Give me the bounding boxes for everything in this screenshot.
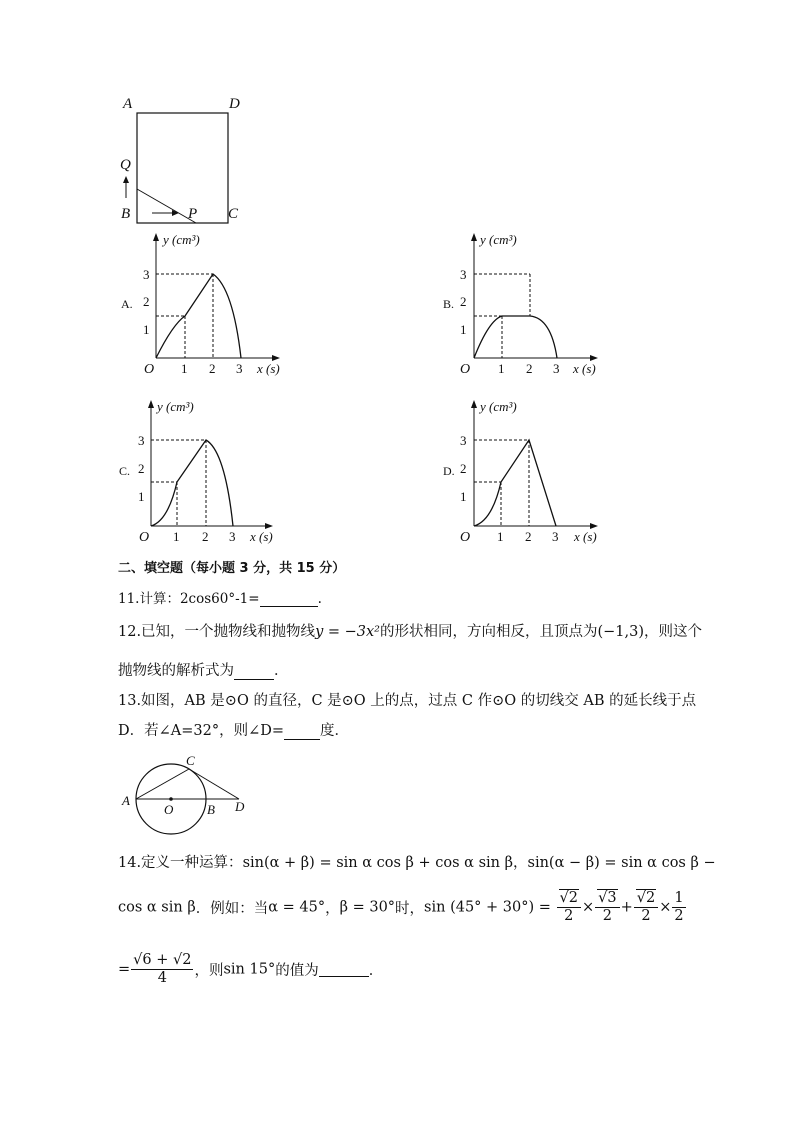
xtick-3: 3 [229,529,236,544]
x-axis-label: x (s) [257,361,280,376]
origin-label: O [460,530,471,545]
xtick-2: 2 [525,529,532,544]
xtick-2: 2 [526,361,533,376]
graph-option-b [433,228,613,383]
label-d: D [235,799,245,814]
question-11 [118,587,322,607]
x-axis-label: x (s) [573,361,596,376]
circle-figure [115,752,265,822]
ytick-1: 1 [460,489,467,504]
ytick-2: 2 [460,461,467,476]
q14-value-of: 的值为 [275,963,319,979]
question-14-line2 [118,890,687,925]
q12-text-c: ，则这个 [644,624,703,640]
q12-expr: y = −3x² [315,624,380,640]
question-13-line2 [118,719,349,740]
label-p: P [188,206,198,222]
label-b: B [121,206,131,222]
y-arrow [471,233,477,241]
x-axis-label: x (s) [574,529,597,544]
y-axis-label: y (cm³) [480,232,517,247]
option-b-label: B. [443,297,455,311]
y-axis-label: y (cm³) [163,232,200,247]
denominator: 2 [674,908,684,924]
q12-line2-text: 抛物线的解析式为 [118,663,234,679]
label-o: O [164,802,174,817]
q11-period: . [317,591,322,607]
graph-option-a [115,228,295,383]
square-figure [110,90,270,230]
label-a: A [123,96,133,112]
option-c-label: C. [119,464,131,478]
ytick-3: 3 [138,433,145,448]
q14-answer-blank[interactable] [319,962,369,977]
numerator: √6 + √2 [133,952,192,968]
times-sign: × [659,899,672,916]
q14-sep: ， [513,855,528,871]
ytick-1: 1 [143,322,150,337]
times-sign: × [582,899,595,916]
q14-period: ． [368,963,384,979]
option-a-label: A. [121,297,133,311]
label-a: A [122,793,130,808]
q14-then: ，则 [194,963,224,979]
xtick-3: 3 [236,361,243,376]
xtick-3: 3 [552,529,559,544]
xtick-2: 2 [209,361,216,376]
y-arrow [471,400,477,408]
denominator: 2 [641,908,651,924]
square-abcd [137,113,228,223]
xtick-1: 1 [498,361,505,376]
q14-formula-sum: sin(α + β) = sin α cos β + cos α sin β [242,855,513,871]
plus-sign: + [620,899,633,916]
ytick-3: 3 [460,267,467,282]
label-c: C [228,206,239,222]
center-point [169,797,173,801]
q13-text-a: D．若∠A=32°，则∠D= [118,723,285,739]
xtick-1: 1 [497,529,504,544]
chord-ac [136,769,189,799]
ytick-3: 3 [143,267,150,282]
ytick-2: 2 [138,461,145,476]
q14-beta: β = 30° [339,899,396,916]
origin-label: O [460,362,471,377]
q11-text: 11.计算：2cos60°-1= [118,591,260,607]
q13-text-b: 度． [320,723,350,739]
numerator: √3 [598,890,617,906]
label-c: C [186,753,195,768]
question-14-line3 [118,952,383,987]
q14-cos-sin: cos α sin β [118,899,196,916]
tangent-cd [189,769,239,799]
ytick-2: 2 [143,294,150,309]
section-heading: 二、填空题（每小题 3 分，共 15 分） [118,561,346,576]
equals-sign: = [118,961,131,978]
q12-answer-blank[interactable] [234,665,274,680]
fraction-1-over-2 [672,890,685,925]
q12-period: ． [274,663,289,679]
denominator: 2 [602,908,612,924]
y-axis-label: y (cm³) [480,399,517,414]
q11-answer-blank[interactable] [260,592,318,607]
q14-comma: ， [325,901,340,917]
question-12-line2 [118,659,289,680]
x-axis-label: x (s) [250,529,273,544]
label-d: D [229,96,240,112]
q14-sin75: sin (45° + 30°) = [424,899,551,916]
q14-alpha: α = 45° [268,899,326,916]
q14-sin15: sin 15° [223,961,276,978]
curve-c [151,440,233,526]
curve-d [474,440,556,526]
origin-label: O [139,530,150,545]
label-b: B [207,802,215,817]
q12-text-a: 12.已知，一个抛物线和抛物线 [118,624,316,640]
numerator: √2 [636,890,656,906]
q13-answer-blank[interactable] [284,725,320,740]
ytick-3: 3 [460,433,467,448]
xtick-2: 2 [202,529,209,544]
q14-text-a: 14.定义一种运算： [118,855,243,871]
q12-text-b: 的形状相同，方向相反，且顶点为 [380,624,598,640]
xtick-3: 3 [553,361,560,376]
q14-formula-diff: sin(α − β) = sin α cos β − [527,855,716,871]
q12-vertex: (−1,3) [597,624,645,640]
y-arrow [153,233,159,241]
ytick-1: 1 [460,322,467,337]
numerator: √2 [559,890,578,906]
origin-label: O [144,362,155,377]
graph-option-d [433,393,613,548]
label-q: Q [120,157,131,173]
question-13-line1: 13.如图，AB 是⊙O 的直径，C 是⊙O 上的点，过点 C 作⊙O 的切线交 AB 的延长线于点 [118,693,697,709]
q14-when: 时， [395,901,425,917]
fraction-sqrt6-plus-sqrt2-over-4 [131,952,193,987]
fraction-sqrt2-over-2-b [634,890,658,925]
y-arrow [148,400,154,408]
arrow-up-head [123,176,129,183]
curve-b [474,316,557,358]
question-12-line1 [118,620,702,641]
option-d-label: D. [443,464,455,478]
graph-option-c [113,393,293,548]
xtick-1: 1 [181,361,188,376]
ytick-1: 1 [138,489,145,504]
ytick-2: 2 [460,294,467,309]
fraction-sqrt2-over-2 [557,890,581,925]
denominator: 4 [157,970,167,986]
numerator: 1 [674,890,684,906]
xtick-1: 1 [173,529,180,544]
q14-example: ．例如：当 [195,901,269,917]
fraction-sqrt3-over-2 [595,890,619,925]
y-axis-label: y (cm³) [157,399,194,414]
question-14-line1 [118,851,716,872]
denominator: 2 [564,908,574,924]
